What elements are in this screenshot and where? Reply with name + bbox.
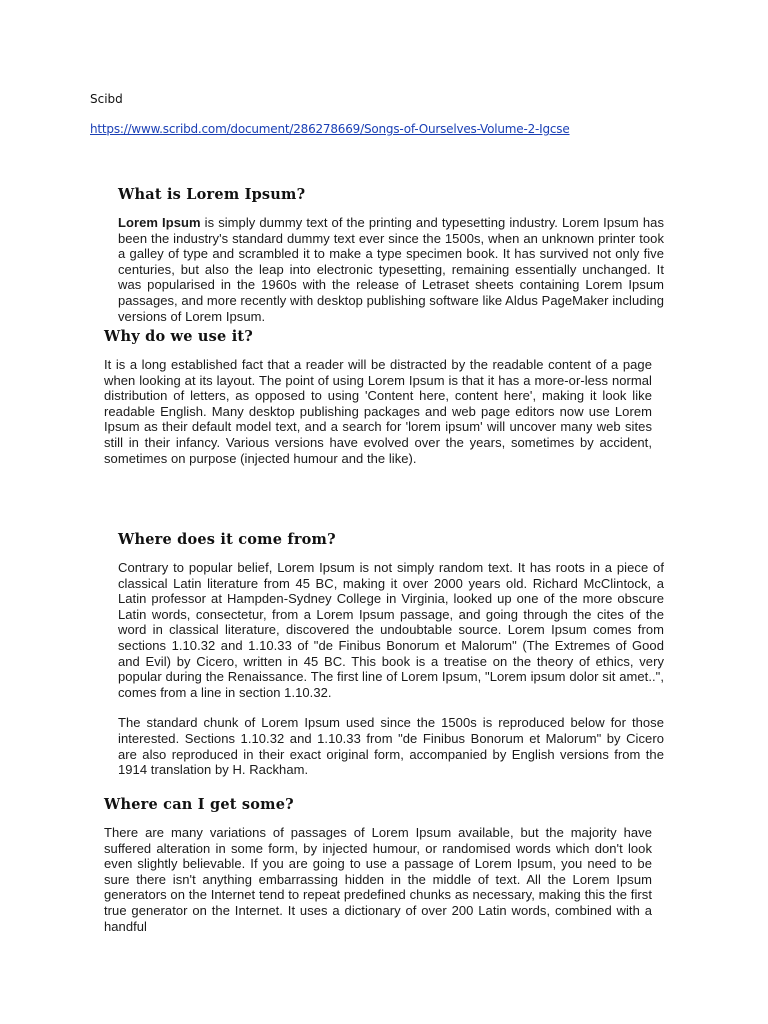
section-paragraph: The standard chunk of Lorem Ipsum used since the 1500s is reproduced below for those interested. Sections 1.10.32 and 1.10.33 from "de Finibus Bonorum et Malorum" by Cicero are also reproduced in their exact original form, accompanied by English versions from the 1914 translation by H. Rackham. <box>118 715 664 778</box>
section-what-is-lorem-ipsum <box>118 186 664 324</box>
section-why-use-it <box>104 328 652 466</box>
section-heading: Why do we use it? <box>104 328 253 345</box>
source-url-link[interactable]: https://www.scribd.com/document/286278669/Songs-of-Ourselves-Volume-2-Igcse <box>90 122 570 136</box>
section-where-from <box>118 531 664 778</box>
section-heading: What is Lorem Ipsum? <box>118 186 306 203</box>
section-paragraph <box>118 215 664 324</box>
section-where-get-some <box>104 796 652 934</box>
section-paragraph: Contrary to popular belief, Lorem Ipsum is not simply random text. It has roots in a piece of classical Latin literature from 45 BC, making it over 2000 years old. Richard McClintock, a Latin professor at Hampden-Sydney College in Virginia, looked up one of the more obscure Latin words, consectetur, from a Lorem Ipsum passage, and going through the cites of the word in classical literature, discovered the undoubtable source. Lorem Ipsum comes from sections 1.10.32 and 1.10.33 of "de Finibus Bonorum et Malorum" (The Extremes of Good and Evil) by Cicero, written in 45 BC. This book is a treatise on the theory of ethics, very popular during the Renaissance. The first line of Lorem Ipsum, "Lorem ipsum dolor sit amet..", comes from a line in section 1.10.32. <box>118 560 664 700</box>
section-heading: Where can I get some? <box>104 796 294 813</box>
section-heading: Where does it come from? <box>118 531 336 548</box>
section-paragraph: It is a long established fact that a reader will be distracted by the readable content of a page when looking at its layout. The point of using Lorem Ipsum is that it has a more-or-less normal distribution of letters, as opposed to using 'Content here, content here', making it look like readable English. Many desktop publishing packages and web page editors now use Lorem Ipsum as their default model text, and a search for 'lorem ipsum' will uncover many web sites still in their infancy. Various versions have evolved over the years, sometimes by accident, sometimes on purpose (injected humour and the like). <box>104 357 652 466</box>
section-paragraph: There are many variations of passages of Lorem Ipsum available, but the majority have suffered alteration in some form, by injected humour, or randomised words which don't look even slightly believable. If you are going to use a passage of Lorem Ipsum, you need to be sure there isn't anything embarrassing hidden in the middle of text. All the Lorem Ipsum generators on the Internet tend to repeat predefined chunks as necessary, making this the first true generator on the Internet. It uses a dictionary of over 200 Latin words, combined with a handful <box>104 825 652 934</box>
lead-bold-term: Lorem Ipsum <box>118 215 201 230</box>
source-label: Scibd <box>90 92 123 106</box>
paragraph-text: is simply dummy text of the printing and typesetting industry. Lorem Ipsum has been the industry's standard dummy text ever since the 1500s, when an unknown printer took a galley of type and scrambled it to make a type specimen book. It has survived not only five centuries, but also the leap into electronic typesetting, remaining essentially unchanged. It was popularised in the 1960s with the release of Letraset sheets containing Lorem Ipsum passages, and more recently with desktop publishing software like Aldus PageMaker including versions of Lorem Ipsum. <box>118 215 664 324</box>
